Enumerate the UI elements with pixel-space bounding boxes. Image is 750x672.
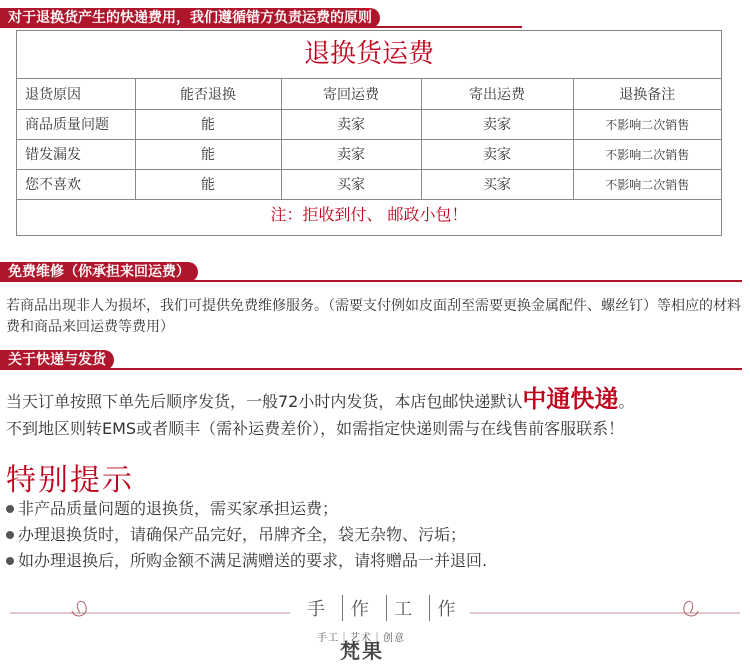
bullet-dot-icon: [6, 557, 14, 565]
calligraphy-row: [299, 595, 463, 621]
header-send-fee: 寄出运费: [421, 79, 573, 109]
header-reason: 退货原因: [17, 79, 135, 109]
shipping-text: 当天订单按照下单先后顺序发货，一般72小时内发货，本店包邮快递默认: [6, 392, 523, 411]
calligraphy-char: 手: [307, 599, 325, 620]
section-banner-free-repair: [0, 262, 742, 282]
calligraphy-char: 作: [429, 595, 463, 621]
brand-footer: [0, 585, 750, 672]
cell-send-fee: 卖家: [421, 139, 573, 169]
table-title: 退换货运费: [17, 31, 721, 79]
courier-highlight: 中通快递: [522, 385, 619, 413]
cell-reason: 错发漏发: [17, 139, 135, 169]
shipping-paragraph: [6, 386, 748, 442]
cell-send-fee: 买家: [421, 169, 573, 199]
cell-reason: 您不喜欢: [17, 169, 135, 199]
cell-returnable: 能: [135, 169, 281, 199]
cell-note: 不影响二次销售: [573, 109, 721, 139]
banner-label: 对于退换货产生的快递费用，我们遵循错方负责运费的原则: [0, 8, 380, 28]
cell-return-fee: 卖家: [281, 139, 421, 169]
brand-name: 梵果: [340, 639, 384, 663]
calligraphy-char: 工: [386, 595, 420, 621]
bullet-dot-icon: [6, 531, 14, 539]
list-item: [6, 548, 487, 574]
table-header-row: [17, 79, 721, 109]
banner-rule: [0, 368, 742, 370]
table-row: [17, 169, 721, 199]
cell-note: 不影响二次销售: [573, 169, 721, 199]
header-note: 退换备注: [573, 79, 721, 109]
cell-returnable: 能: [135, 109, 281, 139]
fee-grid: [17, 79, 721, 200]
list-item-text: 非产品质量问题的退换货，需买家承担运费；: [18, 499, 339, 518]
table-footnote: 注：拒收到付、 邮政小包！: [270, 204, 468, 224]
header-return-fee: 寄回运费: [281, 79, 421, 109]
return-fee-table: [16, 30, 722, 236]
shipping-line-1: [6, 386, 748, 415]
cell-return-fee: 买家: [281, 169, 421, 199]
banner-label: 免费维修（你承担来回运费）: [0, 262, 198, 282]
shipping-text-end: 。: [618, 392, 635, 411]
repair-paragraph: 若商品出现非人为损坏，我们可提供免费维修服务。（需要支付例如皮面刮至需要更换金属配件、螺丝钉）等相应的材料费和商品来回运费等费用）: [6, 298, 741, 335]
list-item-text: 办理退换货时，请确保产品完好，吊牌齐全，袋无杂物、污垢；: [18, 525, 467, 544]
list-item: [6, 496, 487, 522]
cell-returnable: 能: [135, 139, 281, 169]
brand-motto: 手工｜艺术｜创意: [317, 633, 405, 644]
shipping-line-2: 不到地区则转EMS或者顺丰（需补运费差价），如需指定快递则需与在线售前客服联系！: [6, 419, 625, 438]
list-item: [6, 522, 487, 548]
section-banner-shipping-fee: [0, 8, 522, 28]
cell-return-fee: 卖家: [281, 109, 421, 139]
notice-list: [6, 496, 487, 574]
banner-label: 关于快递与发货: [0, 350, 114, 370]
calligraphy-char: 作: [342, 595, 376, 621]
special-notice-title: 特别提示: [6, 463, 134, 498]
section-banner-shipping: [0, 350, 742, 370]
table-row: [17, 109, 721, 139]
list-item-text: 如办理退换后，所购金额不满足满赠送的要求，请将赠品一并退回.: [18, 551, 488, 570]
header-returnable: 能否退换: [135, 79, 281, 109]
cell-reason: 商品质量问题: [17, 109, 135, 139]
bullet-dot-icon: [6, 505, 14, 513]
cell-send-fee: 卖家: [421, 109, 573, 139]
cell-note: 不影响二次销售: [573, 139, 721, 169]
table-row: [17, 139, 721, 169]
